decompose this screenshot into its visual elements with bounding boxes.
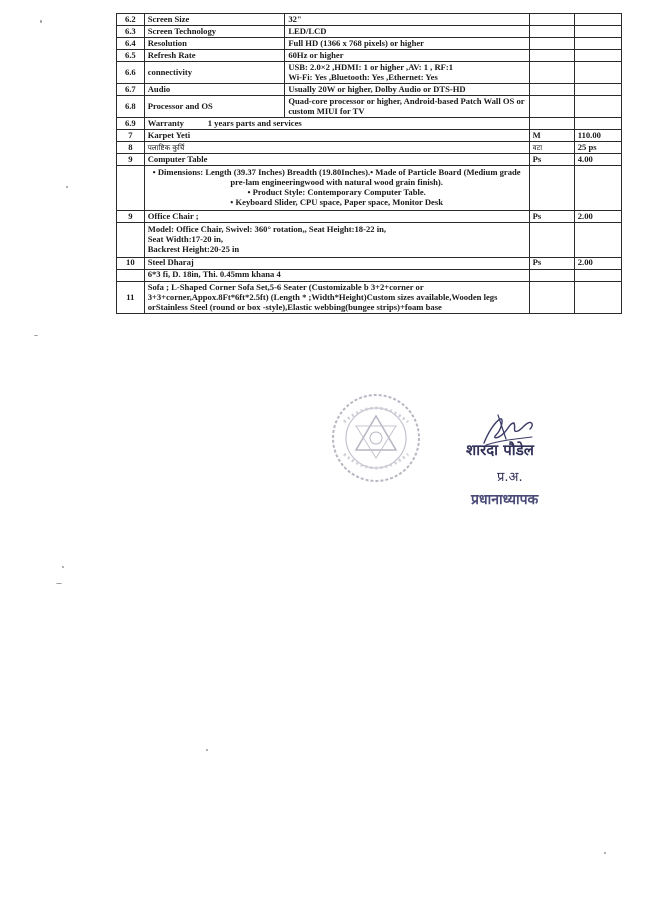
warranty-cell xyxy=(144,118,529,130)
unit-cell: M xyxy=(529,130,574,142)
table-row xyxy=(117,26,622,38)
quantity-cell: 25 ps xyxy=(574,142,621,154)
unit-cell xyxy=(529,269,574,281)
scan-speck xyxy=(604,852,606,854)
item-description: Model: Office Chair, Swivel: 360° rotation,, Seat Height:18-22 in, Seat Width:17-20 in, Backrest Height:20-25 in xyxy=(144,223,529,258)
item-name: Refresh Rate xyxy=(144,50,285,62)
table-row xyxy=(117,84,622,96)
row-number: 6.6 xyxy=(117,62,145,84)
table-row xyxy=(117,38,622,50)
quantity-cell xyxy=(574,50,621,62)
row-number: 6.7 xyxy=(117,84,145,96)
unit-cell xyxy=(529,50,574,62)
table-row xyxy=(117,257,622,269)
row-number: 6.9 xyxy=(117,118,145,130)
row-number xyxy=(117,223,145,258)
quantity-cell xyxy=(574,281,621,314)
unit-cell xyxy=(529,118,574,130)
quantity-cell xyxy=(574,96,621,118)
item-name: Processor and OS xyxy=(144,96,285,118)
item-name: Office Chair ; xyxy=(144,210,529,222)
item-name: Warranty xyxy=(147,117,184,128)
quantity-cell xyxy=(574,166,621,211)
scan-speck xyxy=(34,335,38,336)
quantity-cell: 110.00 xyxy=(574,130,621,142)
row-number: 6.8 xyxy=(117,96,145,118)
signatory-abbreviation: प्र.अ. xyxy=(497,470,523,485)
quantity-cell xyxy=(574,14,621,26)
table-row xyxy=(117,154,622,166)
quantity-cell xyxy=(574,84,621,96)
quantity-cell: 2.00 xyxy=(574,210,621,222)
unit-cell xyxy=(529,14,574,26)
table-row xyxy=(117,166,622,211)
unit-cell xyxy=(529,96,574,118)
table-row xyxy=(117,62,622,84)
row-number: 7 xyxy=(117,130,145,142)
row-number: 8 xyxy=(117,142,145,154)
table-row xyxy=(117,281,622,314)
item-description: • Dimensions: Length (39.37 Inches) Breadth (19.80Inches).• Made of Particle Board (Medium grade pre-lam engineeringwood with natural wood grain finish). • Product Style: Contemporary Computer Table. • Keyboard Slider, CPU space, Paper space, Monitor Desk xyxy=(144,166,529,211)
row-number xyxy=(117,166,145,211)
quantity-cell xyxy=(574,118,621,130)
item-value: Quad-core processor or higher, Android-based Patch Wall OS or custom MIUI for TV xyxy=(285,96,529,118)
table-row xyxy=(117,223,622,258)
item-name: connectivity xyxy=(144,62,285,84)
table-row xyxy=(117,14,622,26)
table-row xyxy=(117,50,622,62)
row-number: 11 xyxy=(117,281,145,314)
item-name: Karpet Yeti xyxy=(144,130,529,142)
table-row xyxy=(117,142,622,154)
item-name: Screen Size xyxy=(144,14,285,26)
item-name: Computer Table xyxy=(144,154,529,166)
office-seal-stamp xyxy=(330,392,422,484)
quantity-cell: 2.00 xyxy=(574,257,621,269)
scan-speck xyxy=(56,583,62,584)
item-value: 32" xyxy=(285,14,529,26)
item-description: 6*3 fi, D. 18in, Thi. 0.45mm khana 4 xyxy=(144,269,529,281)
table-row xyxy=(117,130,622,142)
unit-cell xyxy=(529,62,574,84)
row-number: 9 xyxy=(117,154,145,166)
specification-table xyxy=(116,13,622,314)
unit-cell xyxy=(529,38,574,50)
quantity-cell xyxy=(574,62,621,84)
quantity-cell xyxy=(574,38,621,50)
table-row xyxy=(117,96,622,118)
item-value: Usually 20W or higher, Dolby Audio or DTS-HD xyxy=(285,84,529,96)
item-name: Resolution xyxy=(144,38,285,50)
item-value: 1 years parts and services xyxy=(207,117,302,128)
item-value: LED/LCD xyxy=(285,26,529,38)
table-row xyxy=(117,210,622,222)
unit-cell xyxy=(529,26,574,38)
item-name: Steel Dharaj xyxy=(144,257,529,269)
item-name: Screen Technology xyxy=(144,26,285,38)
unit-cell xyxy=(529,281,574,314)
quantity-cell xyxy=(574,223,621,258)
item-name: Audio xyxy=(144,84,285,96)
scan-speck xyxy=(40,20,42,23)
unit-cell xyxy=(529,223,574,258)
quantity-cell xyxy=(574,269,621,281)
table-row xyxy=(117,118,622,130)
unit-cell xyxy=(529,84,574,96)
unit-cell: Ps xyxy=(529,210,574,222)
table-row xyxy=(117,269,622,281)
unit-cell: Ps xyxy=(529,154,574,166)
row-number: 6.5 xyxy=(117,50,145,62)
item-value: USB: 2.0×2 ,HDMI: 1 or higher ,AV: 1 , RF:1 Wi-Fi: Yes ,Bluetooth: Yes ,Ethernet: Yes xyxy=(285,62,529,84)
item-value: Full HD (1366 x 768 pixels) or higher xyxy=(285,38,529,50)
signatory-name: शारदा पौडेल xyxy=(466,441,534,459)
row-number: 6.3 xyxy=(117,26,145,38)
item-description: Sofa ; L-Shaped Corner Sofa Set,5-6 Seater (Customizable b 3+2+corner or 3+3+corner,Appox.8Ft*6ft*2.5ft) (Length * ;Width*Height)Custom sizes available,Wooden legs orStainless Steel (round or box -style),Elastic webbing(bungee strips)+foam base xyxy=(144,281,529,314)
signatory-title: प्रधानाध्यापक xyxy=(471,492,539,508)
row-number: 6.4 xyxy=(117,38,145,50)
quantity-cell xyxy=(574,26,621,38)
item-name: पलाष्टिक कुर्चि xyxy=(144,142,529,154)
row-number: 9 xyxy=(117,210,145,222)
row-number: 6.2 xyxy=(117,14,145,26)
unit-cell: Ps xyxy=(529,257,574,269)
item-value: 60Hz or higher xyxy=(285,50,529,62)
unit-cell xyxy=(529,166,574,211)
row-number xyxy=(117,269,145,281)
row-number: 10 xyxy=(117,257,145,269)
scan-speck xyxy=(66,186,68,188)
quantity-cell: 4.00 xyxy=(574,154,621,166)
scan-speck xyxy=(206,749,208,751)
unit-cell: वटा xyxy=(529,142,574,154)
scan-speck xyxy=(62,566,64,568)
